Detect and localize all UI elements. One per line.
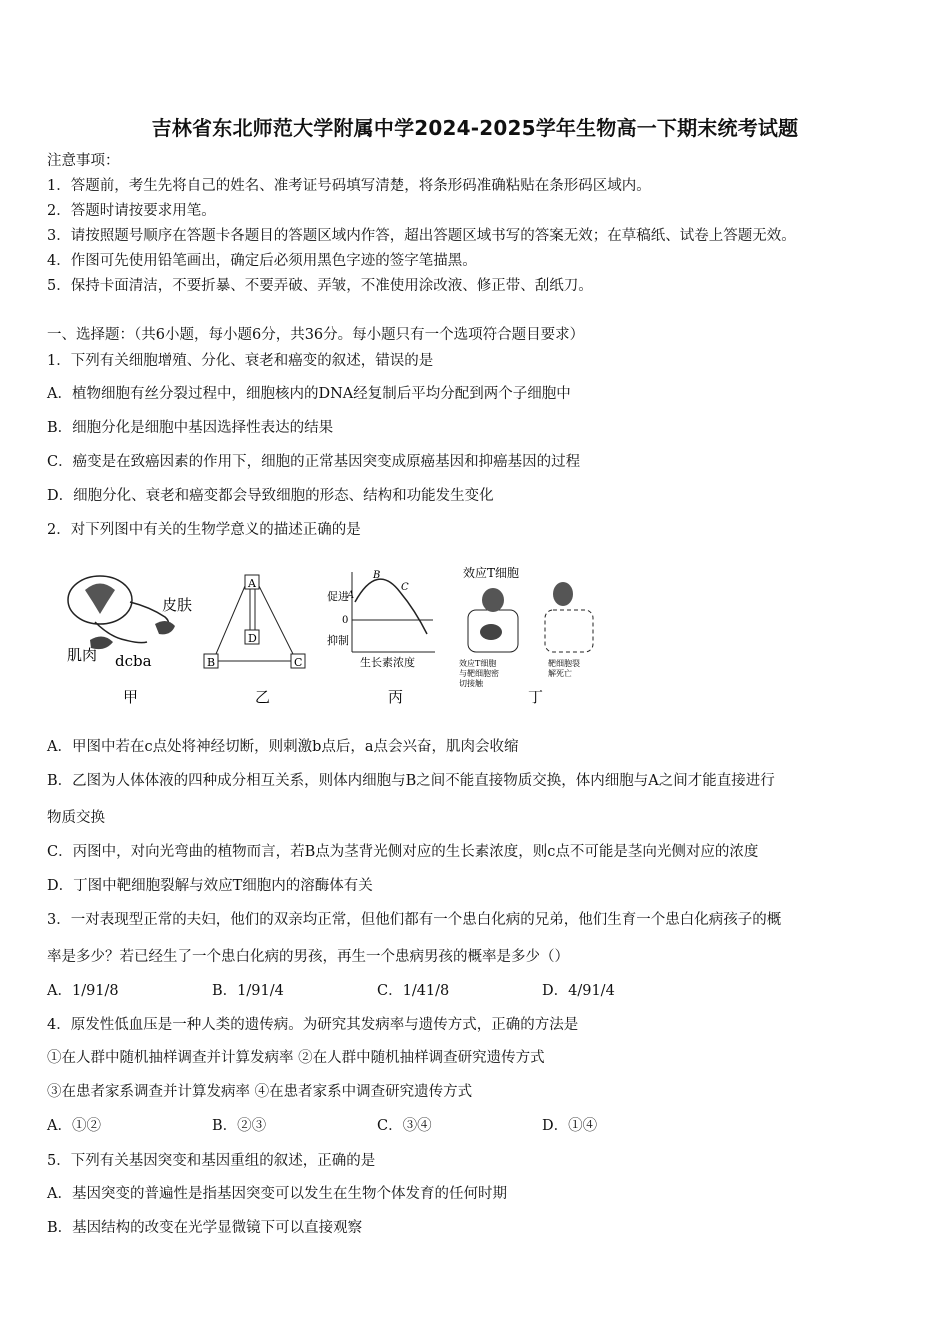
q3-option-a: A．1/91/8 bbox=[47, 983, 119, 999]
arrow-a-c bbox=[259, 586, 293, 654]
q5-stem: 5．下列有关基因突变和基因重组的叙述，正确的是 bbox=[47, 1153, 376, 1169]
exam-title: 吉林省东北师范大学附属中学2024-2025学年生物高一下期末统考试题 bbox=[151, 116, 799, 140]
q4-option-b: B．②③ bbox=[212, 1118, 267, 1134]
q4-line1: ①在人群中随机抽样调查并计算发病率 ②在人群中随机抽样调查研究遗传方式 bbox=[47, 1050, 545, 1066]
notice-item-1: 1．答题前，考生先将自己的姓名、准考证号码填写清楚，将条形码准确粘贴在条形码区域内。 bbox=[47, 178, 651, 194]
q2-stem: 2．对下列图中有关的生物学意义的描述正确的是 bbox=[47, 522, 361, 538]
q1-option-a: A．植物细胞有丝分裂过程中，细胞核内的DNA经复制后平均分配到两个子细胞中 bbox=[47, 386, 571, 402]
figure-jia bbox=[67, 576, 192, 706]
q3-option-d: D．4/91/4 bbox=[542, 983, 615, 999]
notice-heading: 注意事项： bbox=[47, 153, 120, 169]
q2-figure bbox=[55, 562, 615, 712]
figure-ding bbox=[459, 565, 593, 706]
box-a-label: A bbox=[248, 577, 256, 590]
q3-option-c: C．1/41/8 bbox=[377, 983, 450, 999]
q4-option-c: C．③④ bbox=[377, 1118, 432, 1134]
q3-stem-line1: 3．一对表现型正常的夫妇，他们的双亲均正常，但他们都有一个患白化病的兄弟，他们生育一个患白化病孩子的概 bbox=[47, 912, 782, 928]
section-heading: 一、选择题：（共6小题，每小题6分，共36分。每小题只有一个选项符合题目要求） bbox=[47, 327, 585, 343]
q4-line2: ③在患者家系调查并计算发病率 ④在患者家系中调查研究遗传方式 bbox=[47, 1084, 473, 1100]
bing-xlabel: 生长素浓度 bbox=[360, 656, 415, 669]
ding-note2-line1: 靶细胞裂 bbox=[548, 659, 580, 668]
q4-option-d: D．①④ bbox=[542, 1118, 598, 1134]
q1-option-b: B．细胞分化是细胞中基因选择性表达的结果 bbox=[47, 420, 334, 436]
ding-note1-line2: 与靶细胞密 bbox=[459, 669, 499, 678]
bing-point-c: C bbox=[401, 582, 409, 593]
bing-curve bbox=[355, 579, 427, 634]
bing-point-a: A bbox=[347, 590, 355, 601]
box-c-label: C bbox=[294, 656, 303, 669]
spinal-gray-matter bbox=[85, 584, 115, 615]
bing-point-b: B bbox=[373, 570, 381, 581]
q2-option-c: C．丙图中，对向光弯曲的植物而言，若B点为茎背光侧对应的生长素浓度，则c点不可能是茎向光侧对应的浓度 bbox=[47, 844, 759, 860]
q5-option-b: B．基因结构的改变在光学显微镜下可以直接观察 bbox=[47, 1220, 363, 1236]
skin-label: 皮肤 bbox=[162, 596, 193, 614]
ding-note2-line2: 解死亡 bbox=[548, 669, 572, 678]
caption-bing: 丙 bbox=[388, 688, 404, 706]
caption-jia: 甲 bbox=[123, 688, 139, 706]
q3-stem-line2: 率是多少？若已经生了一个患白化病的男孩，再生一个患病男孩的概率是多少（） bbox=[47, 949, 569, 965]
box-b-label: B bbox=[207, 656, 216, 669]
ding-t-cell-2 bbox=[553, 582, 573, 606]
caption-yi: 乙 bbox=[255, 688, 271, 706]
box-d-label: D bbox=[248, 632, 257, 645]
q5-option-a: A．基因突变的普遍性是指基因突变可以发生在生物个体发育的任何时期 bbox=[47, 1186, 507, 1202]
ding-note1-line1: 效应T细胞 bbox=[459, 659, 497, 668]
q2-option-d: D．丁图中靶细胞裂解与效应T细胞内的溶酶体有关 bbox=[47, 878, 373, 894]
q1-option-c: C．癌变是在致癌因素的作用下，细胞的正常基因突变成原癌基因和抑癌基因的过程 bbox=[47, 454, 581, 470]
caption-ding: 丁 bbox=[528, 688, 544, 706]
q2-option-b: B．乙图为人体体液的四种成分相互关系，则体内细胞与B之间不能直接物质交换，体内细胞与A之间才能直接进行 bbox=[47, 773, 775, 789]
ding-lysed-cell bbox=[545, 610, 593, 652]
skin-receptor bbox=[155, 621, 175, 634]
q1-option-d: D．细胞分化、衰老和癌变都会导致细胞的形态、结构和功能发生变化 bbox=[47, 488, 494, 504]
bing-zero: 0 bbox=[342, 615, 349, 626]
figure-yi bbox=[204, 575, 305, 706]
q4-stem: 4．原发性低血压是一种人类的遗传病。为研究其发病率与遗传方式，正确的方法是 bbox=[47, 1017, 579, 1033]
arrow-a-b bbox=[216, 586, 245, 654]
q2-option-a: A．甲图中若在c点处将神经切断，则刺激b点后，a点会兴奋，肌肉会收缩 bbox=[47, 739, 519, 755]
q2-option-b-cont: 物质交换 bbox=[47, 810, 105, 826]
q1-stem: 1．下列有关细胞增殖、分化、衰老和癌变的叙述，错误的是 bbox=[47, 353, 434, 369]
bing-ylabel-top: 促进 bbox=[327, 590, 349, 603]
notice-item-2: 2．答题时请按要求用笔。 bbox=[47, 203, 216, 219]
notice-item-4: 4．作图可先使用铅笔画出，确定后必须用黑色字迹的签字笔描黑。 bbox=[47, 253, 477, 269]
figure-bing bbox=[327, 570, 435, 706]
q4-option-a: A．①② bbox=[47, 1118, 101, 1134]
bing-ylabel-bottom: 抑制 bbox=[327, 634, 349, 647]
ding-note1-line3: 切接触 bbox=[459, 679, 483, 688]
ding-t-cell-label: 效应T细胞 bbox=[463, 566, 520, 580]
notice-item-5: 5．保持卡面清洁，不要折暴、不要弄破、弄皱，不准使用涂改液、修正带、刮纸刀。 bbox=[47, 278, 593, 294]
q3-option-b: B．1/91/4 bbox=[212, 983, 284, 999]
muscle-label: 肌肉 bbox=[67, 646, 98, 664]
ding-t-cell bbox=[482, 588, 504, 612]
points-label: dcba bbox=[115, 652, 152, 670]
ding-nucleus bbox=[480, 624, 502, 640]
notice-item-3: 3．请按照题号顺序在答题卡各题目的答题区域内作答，超出答题区域书写的答案无效；在草稿纸、试卷上答题无效。 bbox=[47, 228, 796, 244]
